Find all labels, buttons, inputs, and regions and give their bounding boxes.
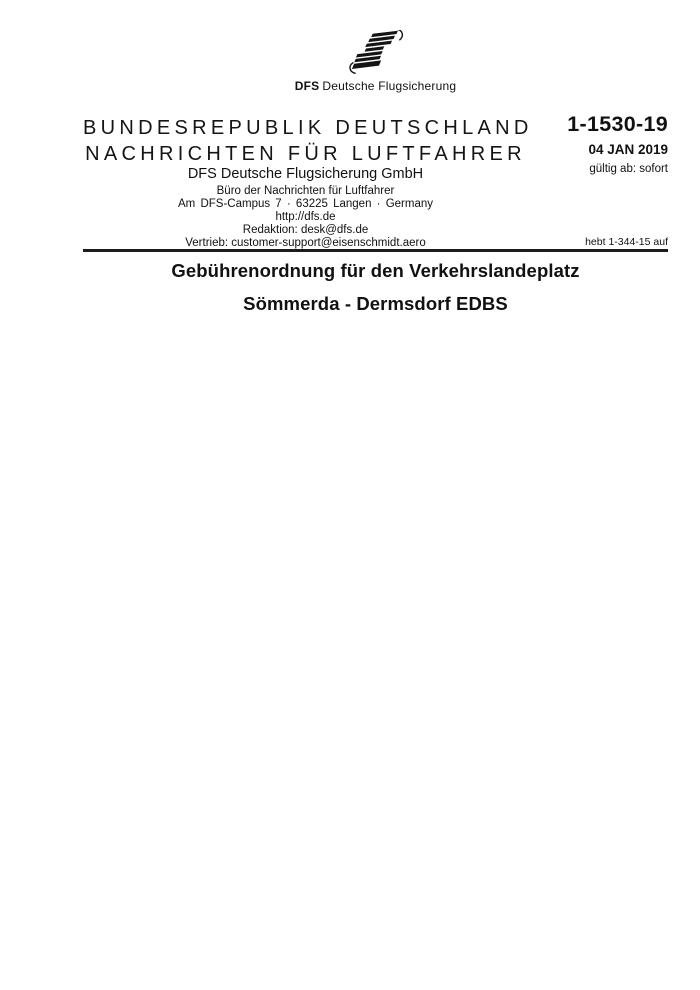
publisher-distribution-contact: Vertrieb: customer-support@eisenschmidt.aero xyxy=(185,236,426,249)
publisher-block xyxy=(83,166,528,250)
dfs-logo-caption xyxy=(83,79,668,93)
publisher-address: Am DFS-Campus 7 · 63225 Langen · Germany xyxy=(178,197,433,210)
supersedes-note: hebt 1-344-15 auf xyxy=(585,236,668,248)
masthead-title-block xyxy=(83,115,533,167)
valid-from-note: gültig ab: sofort xyxy=(589,163,668,175)
publisher-website: http://dfs.de xyxy=(275,210,336,223)
page-content xyxy=(83,0,668,990)
publisher-company: DFS Deutsche Flugsicherung GmbH xyxy=(187,166,424,182)
document-title-line1: Gebührenordnung für den Verkehrslandeplatz xyxy=(171,260,580,281)
masthead-country-line: BUNDESREPUBLIK DEUTSCHLAND xyxy=(83,117,533,139)
document-number: 1-1530-19 xyxy=(567,112,668,136)
publisher-office: Büro der Nachrichten für Luftfahrer xyxy=(216,185,395,197)
publisher-editorial-contact: Redaktion: desk@dfs.de xyxy=(242,223,369,236)
dfs-logo-block xyxy=(83,30,668,93)
dfs-striped-s-logo-icon xyxy=(344,30,408,74)
masthead-divider-rule xyxy=(83,249,668,252)
publication-date: 04 JAN 2019 xyxy=(588,142,668,157)
document-title-line2: Sömmerda - Dermsdorf EDBS xyxy=(243,293,508,314)
masthead-series-line: NACHRICHTEN FÜR LUFTFAHRER xyxy=(85,143,526,165)
dfs-logo-brand-text: Deutsche Flugsicherung xyxy=(322,79,457,93)
dfs-logo-brand-bold: DFS xyxy=(294,79,320,93)
